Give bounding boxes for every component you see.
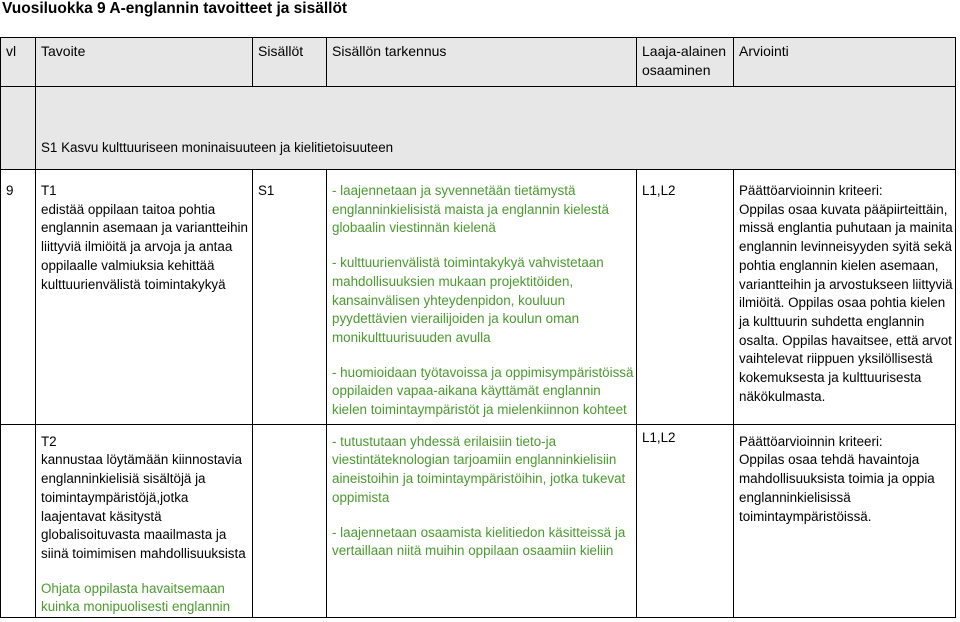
goal-cell xyxy=(36,424,253,617)
assessment-text: Oppilas osaa tehdä havaintoja mahdollisuuksista toimia ja oppia englanninkielisissä toimintaympäristöissä. xyxy=(739,452,935,524)
content-spec-item: - laajennetaan osaamista kielitiedon käsitteissä ja vertaillaan niitä muihin oppilaan osaamiin kieliin xyxy=(332,524,626,559)
section-row xyxy=(1,87,956,170)
content-spec-cell xyxy=(327,170,637,425)
header-tarkennus: Sisällön tarkennus xyxy=(327,38,637,87)
laaja-alainen-cell: L1,L2 xyxy=(637,424,734,617)
assessment-title: Päättöarvioinnin kriteeri: xyxy=(739,433,883,449)
content-spec-item: - tutustutaan yhdessä erilaisiin tieto-ja viestintäteknologian tarjoamiin englanninkielisiin aineistoihin ja toimintaympäristöihin, jotka tukevat oppimista xyxy=(332,433,626,505)
goal-text: kannustaa löytämään kiinnostavia englanninkielisiä sisältöjä ja toimintaympäristöjä,jotka laajentavat käsitystä globalisoituvasta maailmasta ja siinä toimimisen mahdollisuuksista xyxy=(41,452,246,561)
header-row xyxy=(1,38,956,87)
goal-code: T2 xyxy=(41,433,57,449)
row-grade: 9 xyxy=(1,170,36,425)
goal-text: edistää oppilaan taitoa pohtia englannin asemaan ja variantteihin liittyviä ilmiöitä ja arvoja ja antaa oppilaalle valmiuksia kehittää kulttuurienvälistä toimintakykyä xyxy=(41,201,248,292)
content-code: S1 xyxy=(253,170,327,425)
table-row xyxy=(1,170,956,425)
header-sisallot: Sisällöt xyxy=(253,38,327,87)
assessment-cell xyxy=(734,170,956,425)
curriculum-table xyxy=(0,37,956,618)
goal-text: Ohjata oppilasta havaitsemaan kuinka monipuolisesti englannin xyxy=(41,580,231,615)
content-spec-cell xyxy=(327,424,637,617)
content-code xyxy=(253,424,327,617)
content-spec-item: - kulttuurienvälistä toimintakykyä vahvistetaan mahdollisuuksien mukaan projektitöiden, kansainvälisen yhteydenpidon, kouluun pyydettävien vierailijoiden ja koulun oman monikulttuurisuuden avulla xyxy=(332,255,604,345)
content-spec-item: - huomioidaan työtavoissa ja oppimisympäristöissä oppilaiden vapaa-aikana käyttämät englannin kielen toimintaympäristöt ja mielenkiinnon kohteet xyxy=(332,364,634,418)
row-grade xyxy=(1,424,36,617)
table-row xyxy=(1,424,956,617)
section-heading: S1 Kasvu kulttuuriseen moninaisuuteen ja kielitietoisuuteen xyxy=(36,87,956,170)
assessment-title: Päättöarvioinnin kriteeri: xyxy=(739,183,883,198)
assessment-text: Oppilas osaa kuvata pääpiirteittäin, missä englantia puhutaan ja mainita englannin levinneisyyden syitä sekä pohtia englannin kielen asemaan, variantteihin ja arvostukseen liittyviä ilmiöitä. Oppilas osaa pohtia kielen ja kulttuurin suhdetta englannin osalta. Oppilas havaitsee, että arvot vaihtelevat riippuen yksilöllisestä kokemuksesta ja kulttuurisesta näkökulmasta. xyxy=(739,201,953,404)
header-laaja-alainen: Laaja-alainen osaaminen xyxy=(637,38,734,87)
goal-cell xyxy=(36,170,253,425)
goal-code: T1 xyxy=(41,183,57,198)
laaja-alainen-cell: L1,L2 xyxy=(637,170,734,425)
header-vl: vl xyxy=(1,38,36,87)
header-tavoite: Tavoite xyxy=(36,38,253,87)
header-arviointi: Arviointi xyxy=(734,38,956,87)
page-title: Vuosiluokka 9 A-englannin tavoitteet ja sisällöt xyxy=(2,0,348,17)
section-spacer xyxy=(1,87,36,170)
assessment-cell xyxy=(734,424,956,617)
content-spec-item: - laajennetaan ja syvennetään tietämystä englanninkielisistä maista ja englannin kielestä globaalin viestinnän kielenä xyxy=(332,183,609,236)
